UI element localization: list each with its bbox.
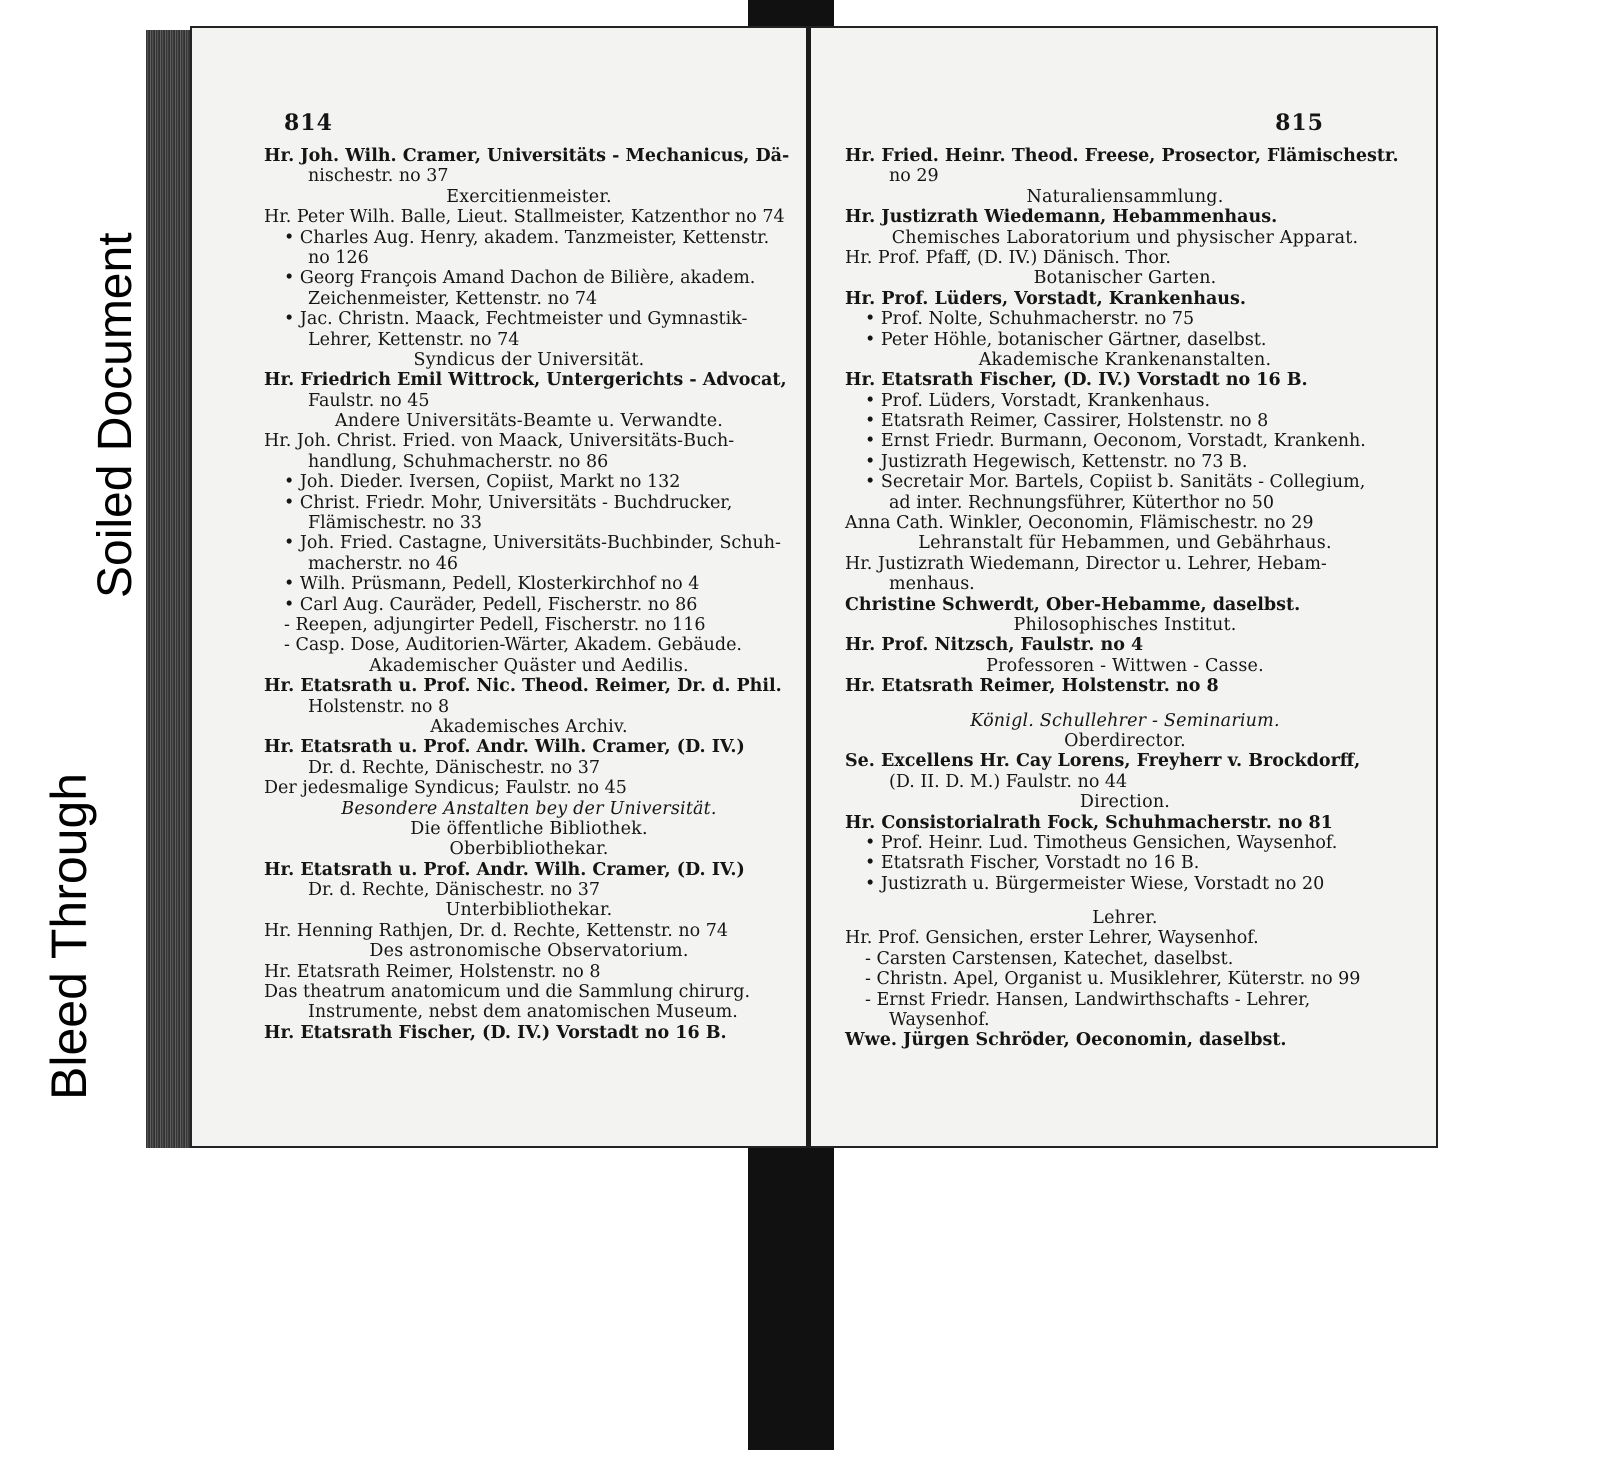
- text-line: - Christn. Apel, Organist u. Musiklehrer, Küterstr. no 99: [865, 969, 1361, 990]
- right-page: [808, 26, 1438, 1148]
- text-line: • Etatsrath Reimer, Cassirer, Holstenstr. no 8: [865, 411, 1269, 432]
- text-line: Christine Schwerdt, Ober-Hebamme, daselbst.: [845, 594, 1301, 615]
- text-line: Hr. Consistorialrath Fock, Schuhmacherstr. no 81: [845, 812, 1333, 833]
- text-line: Hr. Peter Wilh. Balle, Lieut. Stallmeister, Katzenthor no 74: [264, 207, 785, 228]
- section-heading: Botanischer Garten.: [1033, 268, 1217, 289]
- text-line: Hr. Joh. Christ. Fried. von Maack, Universitäts-Buch-: [264, 431, 735, 452]
- text-line: handlung, Schuhmacherstr. no 86: [308, 451, 609, 472]
- text-line: • Wilh. Prüsmann, Pedell, Klosterkirchhof no 4: [284, 574, 700, 595]
- text-line: Hr. Friedrich Emil Wittrock, Untergerichts - Advocat,: [264, 370, 787, 391]
- text-line: Hr. Fried. Heinr. Theod. Freese, Prosector, Flämischestr.: [845, 146, 1399, 166]
- text-line: • Jac. Christn. Maack, Fechtmeister und Gymnastik-: [284, 309, 748, 330]
- text-line: Hr. Justizrath Wiedemann, Director u. Lehrer, Hebam-: [845, 553, 1327, 574]
- text-line: Flämischestr. no 33: [308, 513, 482, 534]
- text-line: Lehrer, Kettenstr. no 74: [308, 329, 520, 350]
- text-line: Hr. Justizrath Wiedemann, Hebammenhaus.: [845, 207, 1278, 228]
- text-line: • Secretair Mor. Bartels, Copiist b. Sanitäts - Collegium,: [865, 472, 1366, 493]
- left-page: [190, 26, 810, 1148]
- section-heading: Akademische Krankenanstalten.: [978, 349, 1272, 370]
- text-line: Wwe. Jürgen Schröder, Oeconomin, daselbst.: [845, 1030, 1287, 1051]
- right-page-text: [845, 146, 1405, 1051]
- page-number-left: 814: [284, 110, 333, 136]
- text-line: nischestr. no 37: [308, 166, 449, 187]
- section-heading: Lehranstalt für Hebammen, und Gebährhaus.: [918, 533, 1332, 554]
- text-line: Anna Cath. Winkler, Oeconomin, Flämischestr. no 29: [845, 513, 1314, 534]
- section-heading: Akademisches Archiv.: [430, 716, 628, 737]
- text-line: • Christ. Friedr. Mohr, Universitäts - Buchdrucker,: [284, 492, 733, 513]
- scan-gutter-bottom: [748, 1130, 834, 1450]
- text-line: • Joh. Dieder. Iversen, Copiist, Markt no 132: [284, 472, 681, 493]
- text-line: • Ernst Friedr. Burmann, Oeconom, Vorstadt, Krankenh.: [865, 431, 1366, 452]
- section-heading: Andere Universitäts-Beamte u. Verwandte.: [334, 411, 724, 432]
- spacer: [845, 697, 1405, 711]
- text-line: menhaus.: [889, 574, 975, 595]
- text-line: Zeichenmeister, Kettenstr. no 74: [308, 288, 598, 309]
- section-heading: Königl. Schullehrer - Seminarium.: [970, 710, 1280, 731]
- text-line: Instrumente, nebst dem anatomischen Museum.: [308, 1002, 738, 1023]
- text-line: ad inter. Rechnungsführer, Küterthor no 50: [889, 492, 1275, 513]
- section-heading: Philosophisches Institut.: [1013, 614, 1237, 635]
- text-line: • Joh. Fried. Castagne, Universitäts-Buchbinder, Schuh-: [284, 533, 781, 554]
- text-line: • Etatsrath Fischer, Vorstadt no 16 B.: [865, 853, 1200, 874]
- left-page-text: [264, 146, 794, 1043]
- text-line: Faulstr. no 45: [308, 390, 430, 411]
- text-line: Hr. Etatsrath Reimer, Holstenstr. no 8: [264, 961, 601, 982]
- section-heading: Professoren - Wittwen - Casse.: [986, 655, 1264, 676]
- text-line: • Georg François Amand Dachon de Bilière, akadem.: [284, 268, 756, 289]
- text-line: Hr. Prof. Nitzsch, Faulstr. no 4: [845, 635, 1144, 656]
- text-line: Hr. Joh. Wilh. Cramer, Universitäts - Mechanicus, Dä-: [264, 146, 790, 166]
- spacer: [845, 894, 1405, 908]
- section-heading: Direction.: [1079, 792, 1171, 813]
- text-line: - Ernst Friedr. Hansen, Landwirthschafts - Lehrer,: [865, 989, 1311, 1010]
- section-heading: Chemisches Laboratorium und physischer Apparat.: [891, 227, 1359, 248]
- section-heading: Oberbibliothekar.: [449, 839, 609, 860]
- text-line: no 29: [889, 166, 939, 187]
- text-line: Hr. Etatsrath Fischer, (D. IV.) Vorstadt no 16 B.: [264, 1022, 727, 1043]
- text-line: Se. Excellens Hr. Cay Lorens, Freyherr v. Brockdorff,: [845, 751, 1361, 772]
- text-line: Hr. Henning Rathjen, Dr. d. Rechte, Kettenstr. no 74: [264, 920, 729, 941]
- text-line: Dr. d. Rechte, Dänischestr. no 37: [308, 880, 601, 901]
- bleed-through-label: [20, 645, 112, 1115]
- text-line: • Prof. Heinr. Lud. Timotheus Gensichen, Waysenhof.: [865, 832, 1338, 853]
- soiled-document-label: [66, 78, 158, 618]
- text-line: Hr. Etatsrath Reimer, Holstenstr. no 8: [845, 676, 1219, 697]
- section-heading: Die öffentliche Bibliothek.: [410, 818, 648, 839]
- text-line: - Casp. Dose, Auditorien-Wärter, Akadem. Gebäude.: [284, 635, 742, 656]
- text-line: Hr. Etatsrath u. Prof. Andr. Wilh. Cramer, (D. IV.): [264, 737, 745, 758]
- text-line: Hr. Etatsrath Fischer, (D. IV.) Vorstadt no 16 B.: [845, 370, 1308, 391]
- text-line: Hr. Etatsrath u. Prof. Nic. Theod. Reimer, Dr. d. Phil.: [264, 676, 782, 697]
- section-heading: Besondere Anstalten bey der Universität.: [341, 798, 717, 819]
- section-heading: Oberdirector.: [1064, 730, 1186, 751]
- section-heading: Naturaliensammlung.: [1026, 186, 1224, 207]
- text-line: Hr. Prof. Pfaff, (D. IV.) Dänisch. Thor.: [845, 247, 1171, 268]
- text-line: (D. II. D. M.) Faulstr. no 44: [889, 771, 1128, 792]
- text-line: • Prof. Nolte, Schuhmacherstr. no 75: [865, 309, 1195, 330]
- text-line: Das theatrum anatomicum und die Sammlung chirurg.: [264, 982, 751, 1003]
- section-heading: Akademischer Quäster und Aedilis.: [369, 655, 689, 676]
- text-line: • Justizrath Hegewisch, Kettenstr. no 73 B.: [865, 451, 1248, 472]
- text-line: Hr. Etatsrath u. Prof. Andr. Wilh. Cramer, (D. IV.): [264, 859, 745, 880]
- text-line: Hr. Prof. Lüders, Vorstadt, Krankenhaus.: [845, 288, 1246, 309]
- bleed-through-text: Bleed Through: [41, 772, 97, 1100]
- text-line: • Charles Aug. Henry, akadem. Tanzmeister, Kettenstr.: [284, 227, 770, 248]
- text-line: Der jedesmalige Syndicus; Faulstr. no 45: [264, 778, 627, 799]
- text-line: - Reepen, adjungirter Pedell, Fischerstr. no 116: [284, 614, 706, 635]
- text-line: • Carl Aug. Cauräder, Pedell, Fischerstr. no 86: [284, 594, 698, 615]
- page-number-right: 815: [1275, 110, 1324, 136]
- text-line: Holstenstr. no 8: [308, 696, 450, 717]
- section-heading: Lehrer.: [1092, 908, 1158, 929]
- text-line: Waysenhof.: [889, 1010, 990, 1031]
- text-line: • Justizrath u. Bürgermeister Wiese, Vorstadt no 20: [865, 873, 1325, 894]
- text-line: Hr. Prof. Gensichen, erster Lehrer, Waysenhof.: [845, 928, 1259, 949]
- text-line: • Prof. Lüders, Vorstadt, Krankenhaus.: [865, 390, 1211, 411]
- text-line: • Peter Höhle, botanischer Gärtner, daselbst.: [865, 329, 1267, 350]
- text-line: no 126: [308, 247, 369, 268]
- text-line: macherstr. no 46: [308, 553, 459, 574]
- text-line: Dr. d. Rechte, Dänischestr. no 37: [308, 757, 601, 778]
- soiled-document-text: Soiled Document: [89, 232, 142, 598]
- section-heading: Unterbibliothekar.: [445, 900, 613, 921]
- section-heading: Des astronomische Observatorium.: [369, 941, 689, 962]
- section-heading: Syndicus der Universität.: [413, 349, 645, 370]
- section-heading: Exercitienmeister.: [446, 186, 612, 207]
- text-line: - Carsten Carstensen, Katechet, daselbst.: [865, 948, 1234, 969]
